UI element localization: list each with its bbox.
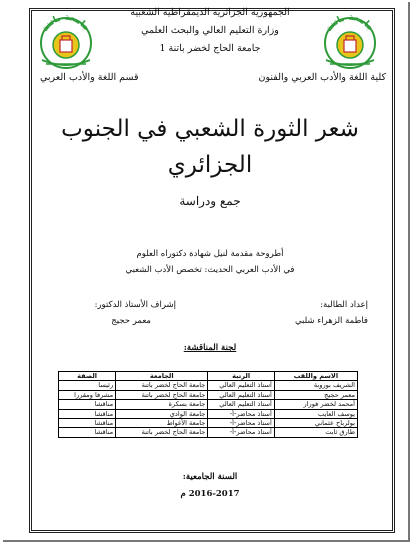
table-row	[59, 419, 358, 428]
member-capacity: مناقشا	[59, 400, 116, 409]
thesis-subtitle: جمع ودراسة	[179, 194, 241, 208]
member-capacity: رئيسا	[59, 381, 116, 390]
member-rank: أستاذ محاضر-أ-	[208, 409, 274, 418]
table-row	[59, 381, 358, 390]
table-row	[59, 409, 358, 418]
thesis-title-line1: شعر الثورة الشعبي في الجنوب	[61, 116, 359, 142]
supervisor-label: إشراف الأستاذ الدكتور:	[94, 300, 176, 310]
logo-left-text: جامعة باتنة	[40, 12, 92, 34]
header-name: الاسم واللقب	[274, 372, 357, 381]
university-name: جامعة الحاج لخضر باتنة 1	[159, 43, 261, 54]
member-university: جامعة الوادي	[116, 409, 208, 418]
header-rank: الرتبة	[208, 372, 274, 381]
supervisor-name: معمر حجيج	[111, 316, 151, 326]
thesis-description-line1: أطروحة مقدمة لنيل شهادة دكتوراه العلوم	[136, 249, 284, 259]
member-name: الشريف بوروبة	[274, 381, 357, 390]
member-name: يوسف العايب	[274, 409, 357, 418]
member-university: جامعة بسكرة	[116, 400, 208, 409]
table-row	[59, 400, 358, 409]
member-capacity: مشرفا ومقررا	[59, 390, 116, 399]
member-university: جامعة الحاج لخضر باتنة	[116, 390, 208, 399]
committee-header-row	[59, 372, 358, 381]
logo-right-text: جامعة باتنة	[324, 12, 376, 34]
member-name: طارق ثابت	[274, 428, 357, 437]
committee-table	[58, 371, 358, 438]
header-capacity: الصفة	[59, 372, 116, 381]
republic-name: الجمهورية الجزائرية الديمقراطية الشعبية	[130, 7, 290, 18]
thesis-title-line2: الجزائري	[167, 152, 253, 178]
member-rank: أستاذ التعليم العالي	[208, 390, 274, 399]
academic-year-value: 2016-2017 م	[180, 489, 240, 499]
member-university: جامعة الحاج لخضر باتنة	[116, 381, 208, 390]
faculty-name: كلية اللغة والأدب العربي والفنون	[258, 72, 386, 83]
member-capacity: مناقشا	[59, 409, 116, 418]
member-name: أمحمد لخضر فورار	[274, 400, 357, 409]
student-name: فاطمة الزهراء شلبي	[294, 316, 368, 326]
member-university: جامعة الأغواط	[116, 419, 208, 428]
thesis-description-line2: في الأدب العربي الحديث: تخصص الأدب الشعبي	[125, 265, 295, 275]
member-rank: أستاذ التعليم العالي	[208, 381, 274, 390]
member-rank: أستاذ محاضر-أ-	[208, 428, 274, 437]
member-rank: أستاذ التعليم العالي	[208, 400, 274, 409]
table-row	[59, 390, 358, 399]
university-logo-right	[320, 12, 380, 70]
member-rank: أستاذ محاضر-أ-	[208, 419, 274, 428]
committee-title: لجنة المناقشة:	[183, 343, 237, 353]
table-row	[59, 428, 358, 437]
member-name: بولرباح عثماني	[274, 419, 357, 428]
ministry-name: وزارة التعليم العالي والبحث العلمي	[141, 25, 279, 36]
member-capacity: مناقشا	[59, 419, 116, 428]
university-logo-left	[36, 12, 96, 70]
academic-year-label: السنة الجامعية:	[182, 472, 238, 482]
member-capacity: مناقشا	[59, 428, 116, 437]
header-university: الجامعة	[116, 372, 208, 381]
department-name: قسم اللغة والأدب العربي	[40, 72, 139, 83]
student-label: إعداد الطالبة:	[320, 300, 368, 310]
member-university: جامعة الحاج لخضر باتنة	[116, 428, 208, 437]
member-name: معمر حجيج	[274, 390, 357, 399]
